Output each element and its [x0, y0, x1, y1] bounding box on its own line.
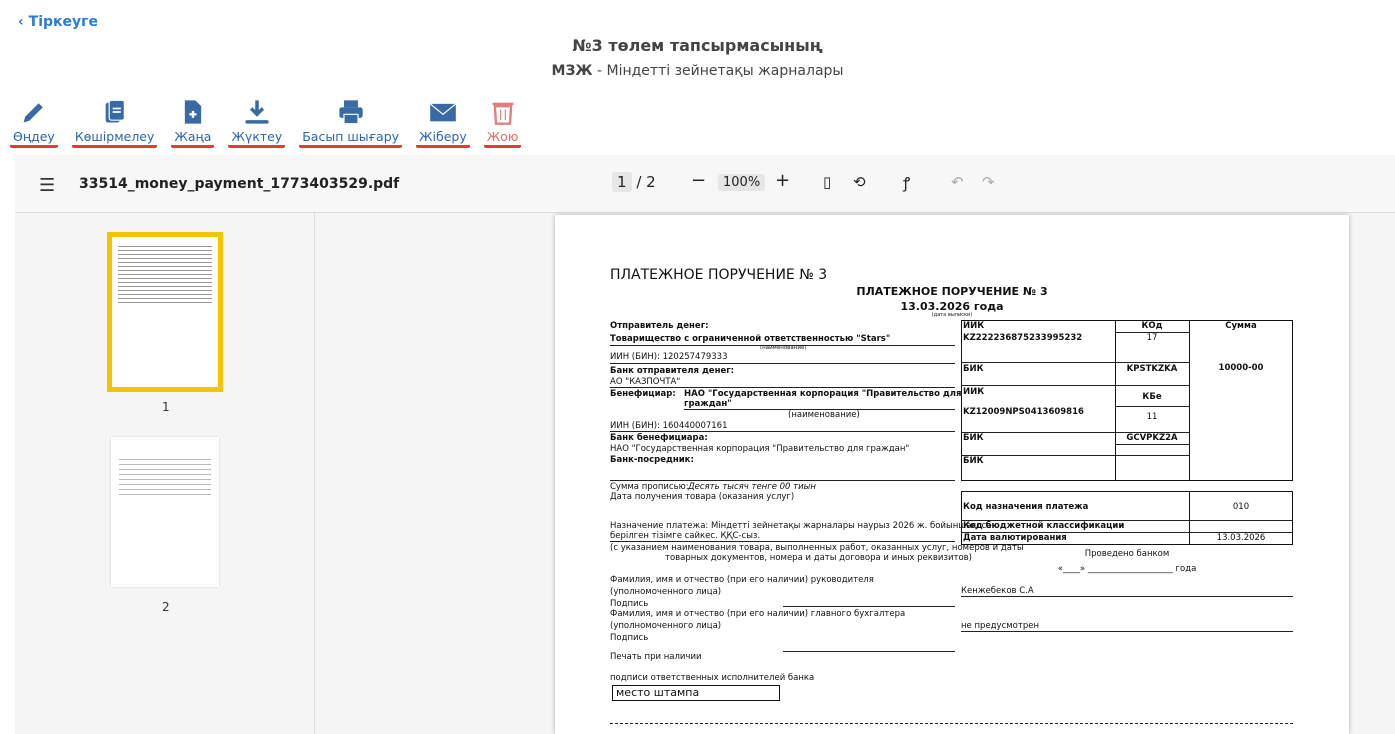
redo-icon[interactable]: ↷: [982, 173, 995, 191]
beneficiary-name-2: граждан": [684, 399, 732, 409]
sender-bik: KPSTKZKA: [1126, 364, 1178, 374]
trash-icon: [489, 98, 517, 126]
envelope-icon: [429, 98, 457, 126]
purpose-caption-2: товарных документов, номера и даты договора и иных реквизитов): [665, 553, 972, 563]
subtitle-code: МЗЖ: [551, 63, 593, 79]
page-subtitle: [0, 63, 1395, 79]
pencil-icon: [20, 98, 48, 126]
kod-value: 17: [1146, 333, 1158, 343]
send-label: Жіберу: [419, 129, 467, 144]
pdf-page: [555, 215, 1349, 734]
action-bar: [10, 98, 521, 148]
bank-processed: Проведено банком: [1084, 549, 1170, 559]
payment-purpose-2: берілген тізімге сайкес. ҚҚС-сыз.: [610, 531, 761, 541]
accountant-name: не предусмотрен: [961, 621, 1039, 631]
thumbnail-label-2: 2: [162, 600, 170, 614]
copy-label: Көшірмелеу: [74, 129, 155, 144]
edit-button[interactable]: [10, 98, 58, 148]
send-button[interactable]: [416, 98, 470, 148]
intermediary-bank-label: Банк-посредник:: [610, 455, 694, 465]
beneficiary-iik: KZ12009NPS0413609816: [963, 407, 1084, 417]
page-total: 2: [646, 173, 656, 191]
beneficiary-bank-label: Банк бенефициара:: [610, 433, 708, 443]
beneficiary-bik: GCVPKZ2A: [1126, 433, 1178, 443]
payment-purpose-1: Назначение платежа: Міндетті зейнетақы жарналары наурыз 2026 ж. бойыншақоса: [610, 521, 992, 531]
sender-iik-label: ИИК: [963, 321, 985, 331]
bank-date: «____» ____________________ года: [1057, 564, 1197, 574]
beneficiary-name-1: НАО "Государственная корпорация "Правительство для: [684, 389, 962, 399]
knp-value: 010: [1232, 502, 1250, 512]
sender-iin: ИИН (БИН): 120257479333: [610, 352, 728, 362]
back-link[interactable]: ‹ Тіркеуге: [18, 14, 98, 30]
doc-heading-left: ПЛАТЕЖНОЕ ПОРУЧЕНИЕ № 3: [610, 267, 828, 283]
kbk-label: Код бюджетной классификации: [963, 521, 1125, 531]
delete-button[interactable]: [484, 98, 522, 148]
download-icon: [243, 98, 271, 126]
edit-label: Өңдеу: [13, 129, 55, 144]
zoom-level[interactable]: 100%: [718, 174, 765, 191]
print-icon: [337, 98, 365, 126]
signature-icon[interactable]: ꝭ: [903, 174, 911, 192]
rotate-icon[interactable]: ⟲: [853, 173, 866, 191]
delete-label: Жою: [486, 129, 519, 144]
page-separator: /: [636, 173, 642, 191]
sender-label: Отправитель денег:: [610, 321, 709, 331]
zoom-out-icon[interactable]: −: [691, 170, 707, 191]
sender-name: Товарищество с ограниченной ответственностью "Stars": [610, 334, 891, 344]
amount-value: 10000-00: [1218, 363, 1264, 373]
print-button[interactable]: [299, 98, 402, 148]
sum-words: Десять тысяч тенге 00 тиын: [688, 482, 816, 492]
beneficiary-iin: ИИН (БИН): 160440007161: [610, 421, 728, 431]
accountant-signature: Подпись: [610, 633, 649, 643]
head-name: Кенжебеков С.А: [961, 586, 1034, 596]
name-caption-2: (наименование): [788, 410, 860, 420]
head-authorized: (уполномоченного лица): [610, 587, 722, 597]
kod-label: КОд: [1141, 321, 1163, 331]
menu-icon[interactable]: ☰: [39, 175, 56, 196]
copy-button[interactable]: [72, 98, 158, 148]
subtitle-text: - Міндетті зейнетақы жарналары: [592, 63, 844, 79]
zoom-in-icon[interactable]: +: [775, 170, 791, 191]
amount-label: Сумма: [1225, 321, 1257, 331]
sender-bank: АО "КАЗПОЧТА": [610, 377, 681, 387]
new-file-icon: [179, 98, 207, 126]
download-button[interactable]: [228, 98, 285, 148]
bank-signatures: подписи ответственных исполнителей банка: [610, 673, 815, 683]
intermediary-bik-label: БИК: [963, 456, 984, 466]
document-area: [316, 213, 1395, 734]
stamp-note: Печать при наличии: [610, 652, 702, 662]
sum-words-label: Сумма прописью:: [610, 482, 689, 492]
value-date-label: Дата валютирования: [963, 533, 1067, 543]
pdf-viewer: [15, 155, 1395, 734]
beneficiary-bik-label: БИК: [963, 433, 984, 443]
head-signature: Подпись: [610, 599, 649, 609]
sender-bank-label: Банк отправителя денег:: [610, 366, 735, 376]
value-date: 13.03.2026: [1216, 533, 1266, 543]
page-title: №3 төлем тапсырмасының: [572, 36, 823, 55]
knp-label: Код назначения платежа: [963, 502, 1089, 512]
print-label: Басып шығару: [302, 129, 400, 144]
thumbnail-sidebar: [15, 213, 315, 734]
kbe-label: КБе: [1142, 392, 1162, 402]
stamp-box: место штампа: [612, 685, 780, 701]
name-caption: (наименование): [760, 345, 807, 351]
thumbnail-page-1[interactable]: [107, 232, 223, 392]
fit-page-icon[interactable]: ▯: [823, 173, 832, 191]
file-name: 33514_money_payment_1773403529.pdf: [79, 176, 400, 192]
doc-date: 13.03.2026 года: [900, 300, 1004, 313]
thumbnail-page-2[interactable]: [111, 437, 219, 587]
thumbnail-label-1: 1: [162, 400, 170, 414]
purpose-caption-1: (с указанием наименования товара, выполненных работ, оказанных услуг, номеров и даты: [610, 543, 1024, 553]
new-label: Жаңа: [174, 129, 212, 144]
date-caption: (дата выписки): [931, 312, 973, 318]
viewer-toolbar: [15, 155, 1395, 213]
accountant-authorized: (уполномоченного лица): [610, 621, 722, 631]
head-fio-label: Фамилия, имя и отчество (при его наличии) руководителя: [610, 575, 874, 585]
sender-iik: KZ222236875233995232: [963, 333, 1083, 343]
sender-bik-label: БИК: [963, 364, 984, 374]
new-button[interactable]: [171, 98, 214, 148]
kbe-value: 11: [1146, 412, 1158, 422]
beneficiary-label: Бенефициар:: [610, 389, 676, 399]
download-label: Жүктеу: [231, 129, 283, 144]
accountant-fio-label: Фамилия, имя и отчество (при его наличии) главного бухгалтера: [610, 609, 906, 619]
back-label: Тіркеуге: [28, 14, 98, 30]
copy-icon: [101, 98, 129, 126]
beneficiary-iik-label: ИИК: [963, 387, 985, 397]
doc-heading: ПЛАТЕЖНОЕ ПОРУЧЕНИЕ № 3: [856, 285, 1048, 298]
goods-date-label: Дата получения товара (оказания услуг): [610, 492, 795, 502]
page-input[interactable]: 1: [612, 172, 632, 192]
undo-icon[interactable]: ↶: [951, 173, 964, 191]
beneficiary-bank: НАО "Государственная корпорация "Правительство для граждан": [610, 444, 910, 454]
